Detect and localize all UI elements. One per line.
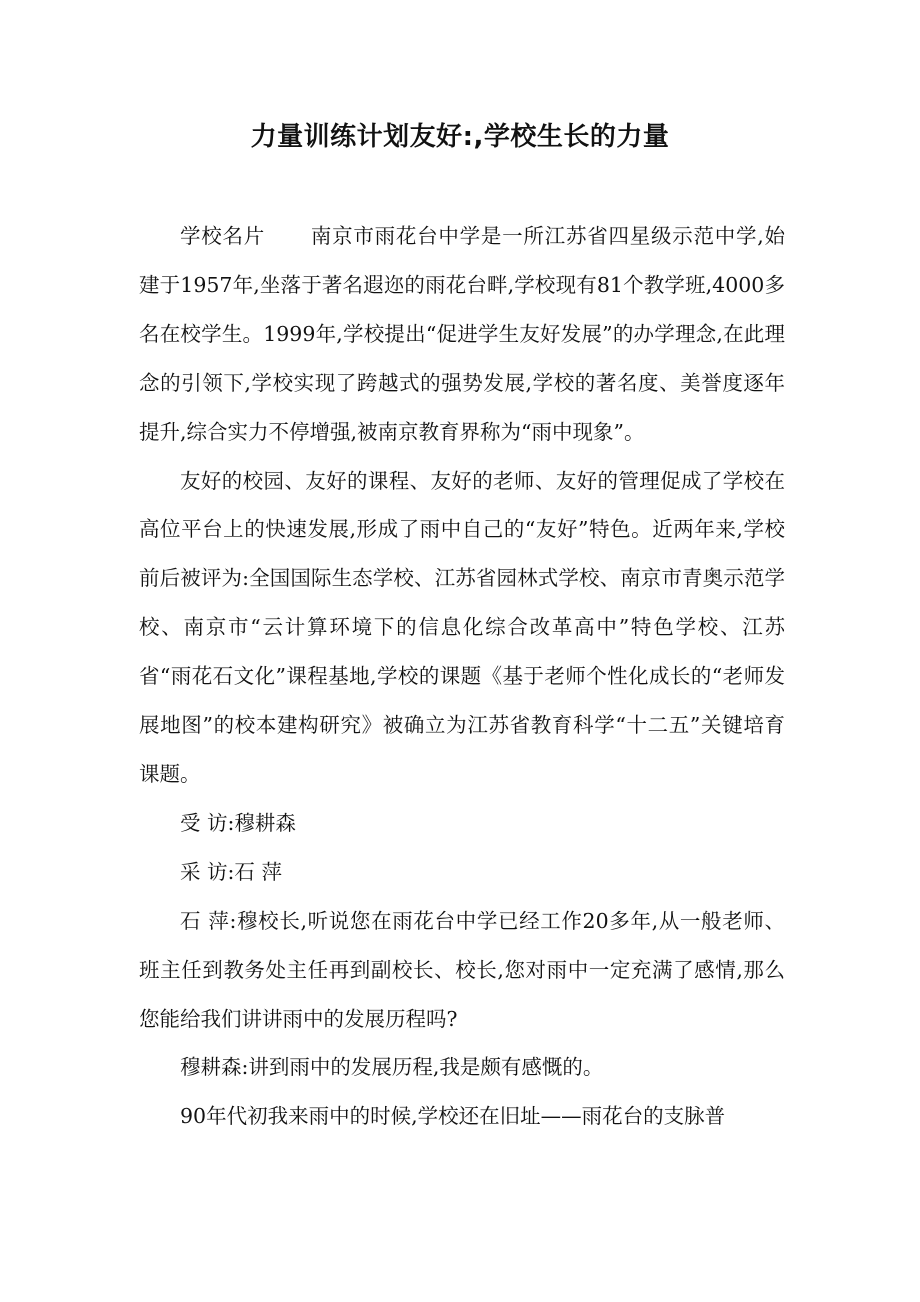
paragraph-history: 90年代初我来雨中的时候,学校还在旧址——雨花台的支脉普 [180,1104,726,1129]
school-card-label: 学校名片 [180,224,266,248]
paragraph-honors: 友好的校园、友好的课程、友好的老师、友好的管理促成了学校在高位平台上的快速发展,形成了雨中自己的“友好”特色。近两年来,学校前后被评为:全国国际生态学校、江苏省园林式学校、南京市青奥示范学校、南京市“云计算环境下的信息化综合改革高中”特色学校、江苏省“雨花石文化”课程基地,学校的课题《基于老师个性化成长的“老师发展地图”的校本建构研究》被确立为江苏省教育科学“十二五”关键培育课题。 [139,468,785,786]
document-title: 力量训练计划友好:,学校生长的力量 [250,122,670,152]
school-card-text: 南京市雨花台中学是一所江苏省四星级示范中学,始建于1957年,坐落于著名遐迩的雨花台畔,学校现有81个教学班,4000多名在校学生。1999年,学校提出“促进学生友好发展”的办学理念,在此理念的引领下,学校实现了跨越式的强势发展,学校的著名度、美誉度逐年提升,综合实力不停增强,被南京教育界称为“雨中现象”。 [139,224,786,444]
paragraph-interviewee: 受 访:穆耕森 [180,810,296,835]
paragraph-answer: 穆耕森:讲到雨中的发展历程,我是颇有感慨的。 [180,1055,604,1080]
paragraph-interviewer: 采 访:石 萍 [180,859,282,884]
school-card-paragraph [139,212,785,457]
paragraph-question: 石 萍:穆校长,听说您在雨花台中学已经工作20多年,从一般老师、班主任到教务处主任再到副校长、校长,您对雨中一定充满了感情,那么您能给我们讲讲雨中的发展历程吗? [139,908,785,1031]
document-body [139,212,785,1141]
